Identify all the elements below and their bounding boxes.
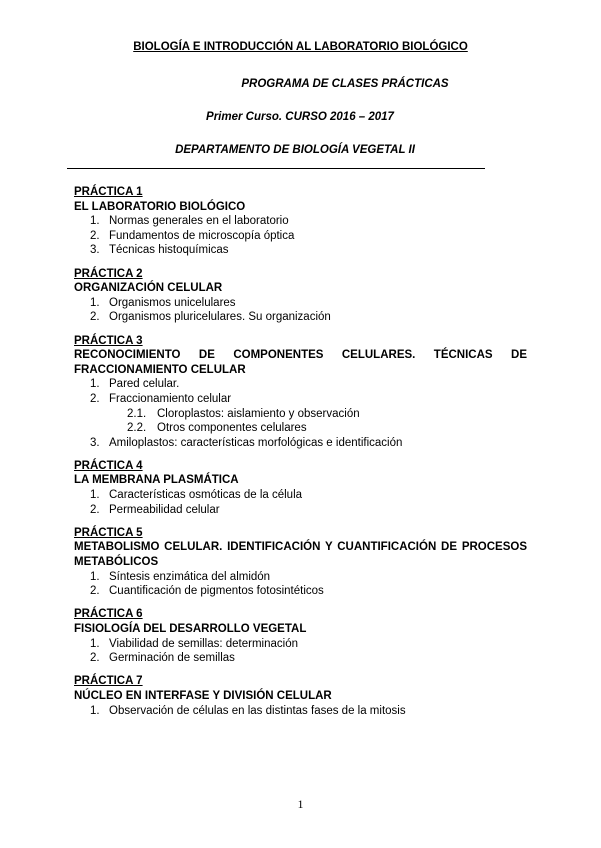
header-divider <box>67 168 485 169</box>
document-title: BIOLOGÍA E INTRODUCCIÓN AL LABORATORIO BIOLÓGICO <box>133 41 468 53</box>
list-item: 1. Organismos unicelulares <box>90 296 236 309</box>
page-number: 1 <box>297 797 304 811</box>
practice-title: EL LABORATORIO BIOLÓGICO <box>74 200 246 213</box>
practice-list <box>74 185 527 727</box>
practice-label: PRÁCTICA 2 <box>74 267 143 280</box>
list-subitem: 2.2. Otros componentes celulares <box>127 422 307 435</box>
practice-title: NÚCLEO EN INTERFASE Y DIVISIÓN CELULAR <box>74 689 332 702</box>
list-item: 2. Cuantificación de pigmentos fotosintéticos <box>90 585 324 598</box>
list-item: 1. Normas generales en el laboratorio <box>90 215 289 228</box>
course-line: Primer Curso. CURSO 2016 – 2017 <box>206 111 394 123</box>
practice-title: RECONOCIMIENTO DE COMPONENTES CELULARES. TÉCNICAS DE FRACCIONAMIENTO CELULAR <box>74 349 527 376</box>
list-item: 1. Características osmóticas de la célula <box>90 489 303 502</box>
list-item: 2. Germinación de semillas <box>90 652 235 665</box>
practice-title: ORGANIZACIÓN CELULAR <box>74 282 223 295</box>
department-line: DEPARTAMENTO DE BIOLOGÍA VEGETAL II <box>175 144 415 156</box>
practice-4 <box>74 459 527 517</box>
list-subitem: 2.1. Cloroplastos: aislamiento y observación <box>127 407 360 420</box>
list-item: 1. Síntesis enzimática del almidón <box>90 570 271 583</box>
practice-3 <box>74 334 527 451</box>
practice-label: PRÁCTICA 5 <box>74 526 143 539</box>
list-item: 1. Viabilidad de semillas: determinación <box>90 637 299 650</box>
practice-7 <box>74 674 527 718</box>
list-item: 2. Organismos pluricelulares. Su organización <box>90 311 331 324</box>
practice-label: PRÁCTICA 6 <box>74 608 143 621</box>
practice-title: LA MEMBRANA PLASMÁTICA <box>74 474 239 487</box>
practice-title: METABOLISMO CELULAR. IDENTIFICACIÓN Y CUANTIFICACIÓN DE PROCESOS METABÓLICOS <box>74 541 527 569</box>
practice-6 <box>74 607 527 665</box>
practice-5 <box>74 526 527 599</box>
list-item: 2. Fraccionamiento celular <box>90 392 232 405</box>
practice-label: PRÁCTICA 3 <box>74 334 143 347</box>
list-item: 3. Técnicas histoquímicas <box>90 244 229 257</box>
practice-1 <box>74 185 527 258</box>
list-item: 3. Amiloplastos: características morfológicas e identificación <box>90 436 403 449</box>
practice-label: PRÁCTICA 4 <box>74 459 143 472</box>
list-item: 1. Pared celular. <box>90 378 180 391</box>
list-item: 2. Permeabilidad celular <box>90 503 220 516</box>
practice-label: PRÁCTICA 1 <box>74 186 143 198</box>
practice-2 <box>74 267 527 325</box>
list-item: 2. Fundamentos de microscopía óptica <box>90 229 295 242</box>
practice-label: PRÁCTICA 7 <box>74 675 143 688</box>
list-item: 1. Observación de células en las distintas fases de la mitosis <box>90 704 406 717</box>
document-subtitle: PROGRAMA DE CLASES PRÁCTICAS <box>241 78 449 90</box>
practice-title: FISIOLOGÍA DEL DESARROLLO VEGETAL <box>74 623 307 635</box>
